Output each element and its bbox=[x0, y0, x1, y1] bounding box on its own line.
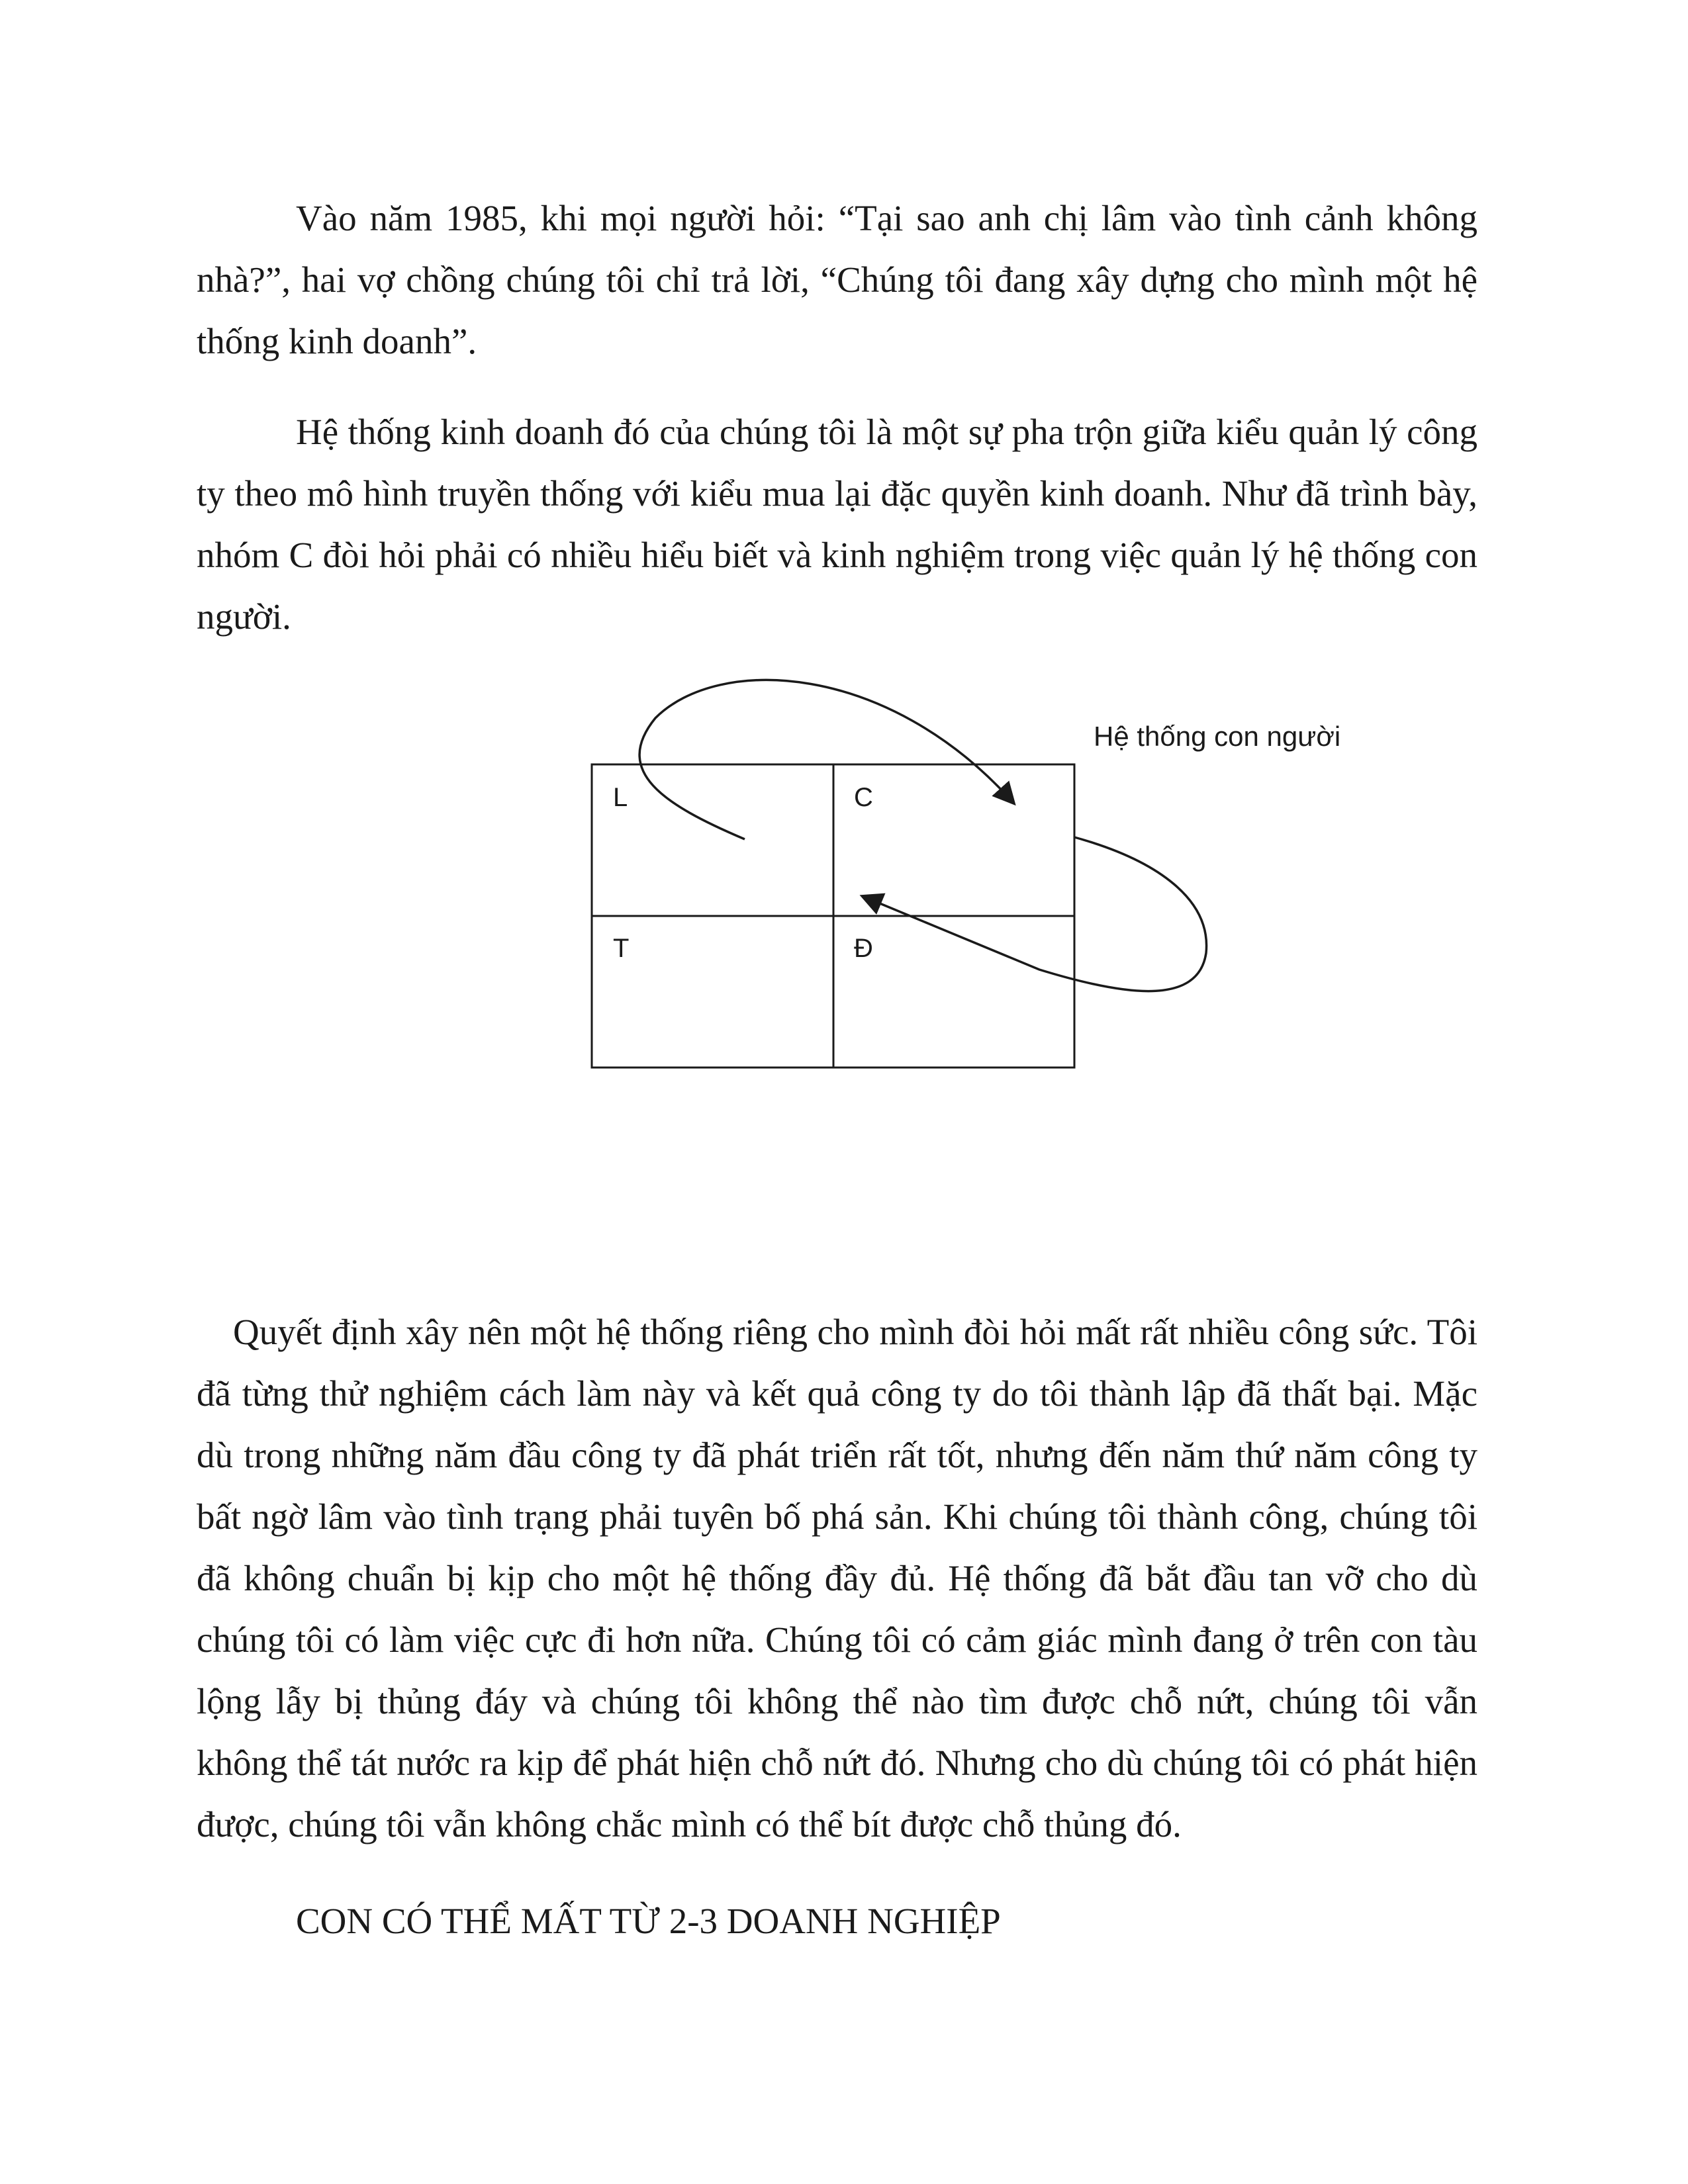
section-heading: CON CÓ THỂ MẤT TỪ 2-3 DOANH NGHIỆP bbox=[296, 1901, 1001, 1941]
paragraph-1: Vào năm 1985, khi mọi người hỏi: “Tại sao anh chị lâm vào tình cảnh không nhà?”, hai vợ chồng chúng tôi chỉ trả lời, “Chúng tôi đang xây dựng cho mình một hệ thống kinh doanh”. bbox=[197, 198, 1477, 361]
paragraph-2: Hệ thống kinh doanh đó của chúng tôi là một sự pha trộn giữa kiểu quản lý công ty theo mô hình truyền thống với kiểu mua lại đặc quyền kinh doanh. Như đã trình bày, nhóm C đòi hỏi phải có nhiều hiểu biết và kinh nghiệm trong việc quản lý hệ thống con người. bbox=[197, 412, 1477, 637]
paragraph-3: Quyết định xây nên một hệ thống riêng cho mình đòi hỏi mất rất nhiều công sức. Tôi đã từng thử nghiệm cách làm này và kết quả công ty do tôi thành lập đã thất bại. Mặc dù trong những năm đầu công ty đã phát triển rất tốt, nhưng đến năm thứ năm công ty bất ngờ lâm vào tình trạng phải tuyên bố phá sản. Khi chúng tôi thành công, chúng tôi đã không chuẩn bị kịp cho một hệ thống đầy đủ. Hệ thống đã bắt đầu tan vỡ cho dù chúng tôi có làm việc cực đi hơn nữa. Chúng tôi có cảm giác mình đang ở trên con tàu lộng lẫy bị thủng đáy và chúng tôi không thể nào tìm được chỗ nứt, chúng tôi vẫn không thể tát nước ra kịp để phát hiện chỗ nứt đó. Nhưng cho dù chúng tôi có phát hiện được, chúng tôi vẫn không chắc mình có thể bít được chỗ thủng đó. bbox=[197, 1312, 1477, 1844]
arrow-l-to-c bbox=[639, 680, 1013, 839]
arrow-loop-to-c bbox=[864, 837, 1207, 991]
quadrant-label-l: L bbox=[613, 783, 628, 812]
quadrant-label-d: Đ bbox=[854, 934, 873, 963]
diagram-caption: Hệ thống con người bbox=[1094, 721, 1341, 752]
quadrant-label-c: C bbox=[854, 783, 873, 812]
quadrant-label-t: T bbox=[613, 934, 630, 963]
quadrant-outer-box bbox=[592, 764, 1074, 1068]
